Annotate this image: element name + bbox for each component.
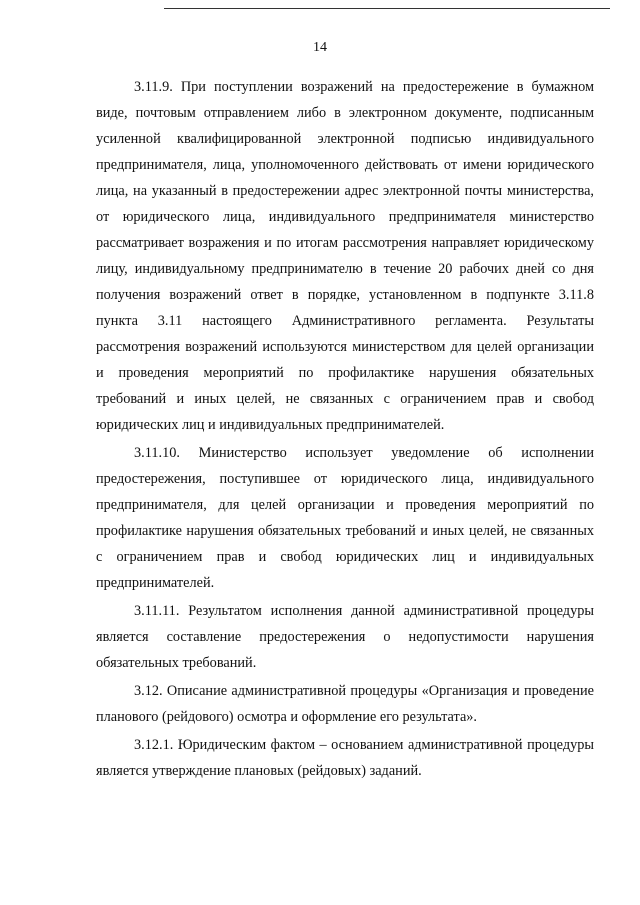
- paragraph-3-11-10: 3.11.10. Министерство использует уведомление об исполнении предостережения, поступившее от юридического лица, индивидуального предпринимателя, для целей организации и проведения мероприятий по профилактике нарушения обязательных требований и иных целей, не связанных с ограничением прав и свобод юридических лиц и индивидуальных предпринимателей.: [96, 445, 594, 591]
- paragraph-3-12-1: 3.12.1. Юридическим фактом – основанием административной процедуры является утверждение плановых (рейдовых) заданий.: [96, 737, 594, 779]
- paragraph-3-12: 3.12. Описание административной процедуры «Организация и проведение планового (рейдового) осмотра и оформление его результата».: [96, 683, 594, 725]
- top-rule: [164, 8, 610, 9]
- paragraph-3-11-9: 3.11.9. При поступлении возражений на предостережение в бумажном виде, почтовым отправлением либо в электронном документе, подписанным усиленной квалифицированной электронной подписью индивидуального предпринимателя, лица, уполномоченного действовать от имени юридического лица, на указанный в предостережении адрес электронной почты министерства, от юридического лица, индивидуального предпринимателя министерство рассматривает возражения и по итогам рассмотрения направляет юридическому лицу, индивидуальному предпринимателю в течение 20 рабочих дней со дня получения возражений ответ в порядке, установленном в подпункте 3.11.8 пункта 3.11 настоящего Административного регламента. Результаты рассмотрения возражений используются министерством для целей организации и проведения мероприятий по профилактике нарушения обязательных требований и иных целей, не связанных с ограничением прав и свобод юридических лиц и индивидуальных предпринимателей.: [96, 79, 594, 433]
- paragraph-3-11-11: 3.11.11. Результатом исполнения данной административной процедуры является составление предостережения о недопустимости нарушения обязательных требований.: [96, 603, 594, 671]
- document-body: [96, 74, 594, 784]
- page-number: 14: [313, 40, 327, 55]
